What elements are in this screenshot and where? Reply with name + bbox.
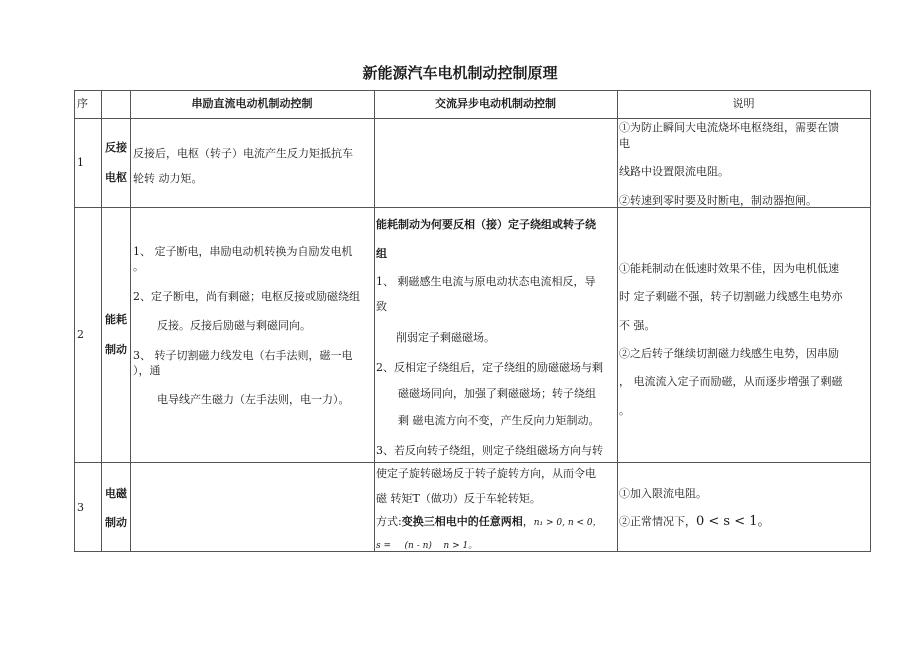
brake-type-line1: 反接 <box>105 141 127 154</box>
page-title: 新能源汽车电机制动控制原理 <box>362 64 558 82</box>
header-ac: 交流异步电动机制动控制 <box>435 97 556 110</box>
row-number: 2 <box>77 328 84 341</box>
brake-type-line2: 制动 <box>105 343 127 356</box>
ac-text: 能耗制动为何要反相（接）定子绕组或转子绕 组 1、 剩磁感生电流与原电动状态电流相反，导 致 削弱定子剩磁磁场。 2、反相定子绕组后，定子绕组的励磁磁场与剩 磁磁场同向，加强了剩磁磁场；转子绕组 剩 磁电流方向不变，产生反向力矩制动。 3、若反向转子绕组，则定子绕组磁场方向与转 <box>376 218 603 457</box>
brake-type-line1: 电磁 <box>105 487 127 500</box>
header-seq: 序 <box>77 97 88 110</box>
header-dc: 串励直流电动机制动控制 <box>191 97 313 110</box>
row-number: 1 <box>77 156 84 169</box>
header-note: 说明 <box>732 97 755 110</box>
brake-type-line2: 制动 <box>105 516 127 529</box>
brake-type-line1: 能耗 <box>105 313 127 326</box>
brake-type-line2: 电枢 <box>105 171 127 184</box>
note-text: ①为防止瞬间大电流烧坏电枢绕组，需要在馈 电 线路中设置限流电阻。 ②转速到零时要及时断电，制动器抱闸。 <box>619 121 839 207</box>
row-number: 3 <box>77 501 84 514</box>
